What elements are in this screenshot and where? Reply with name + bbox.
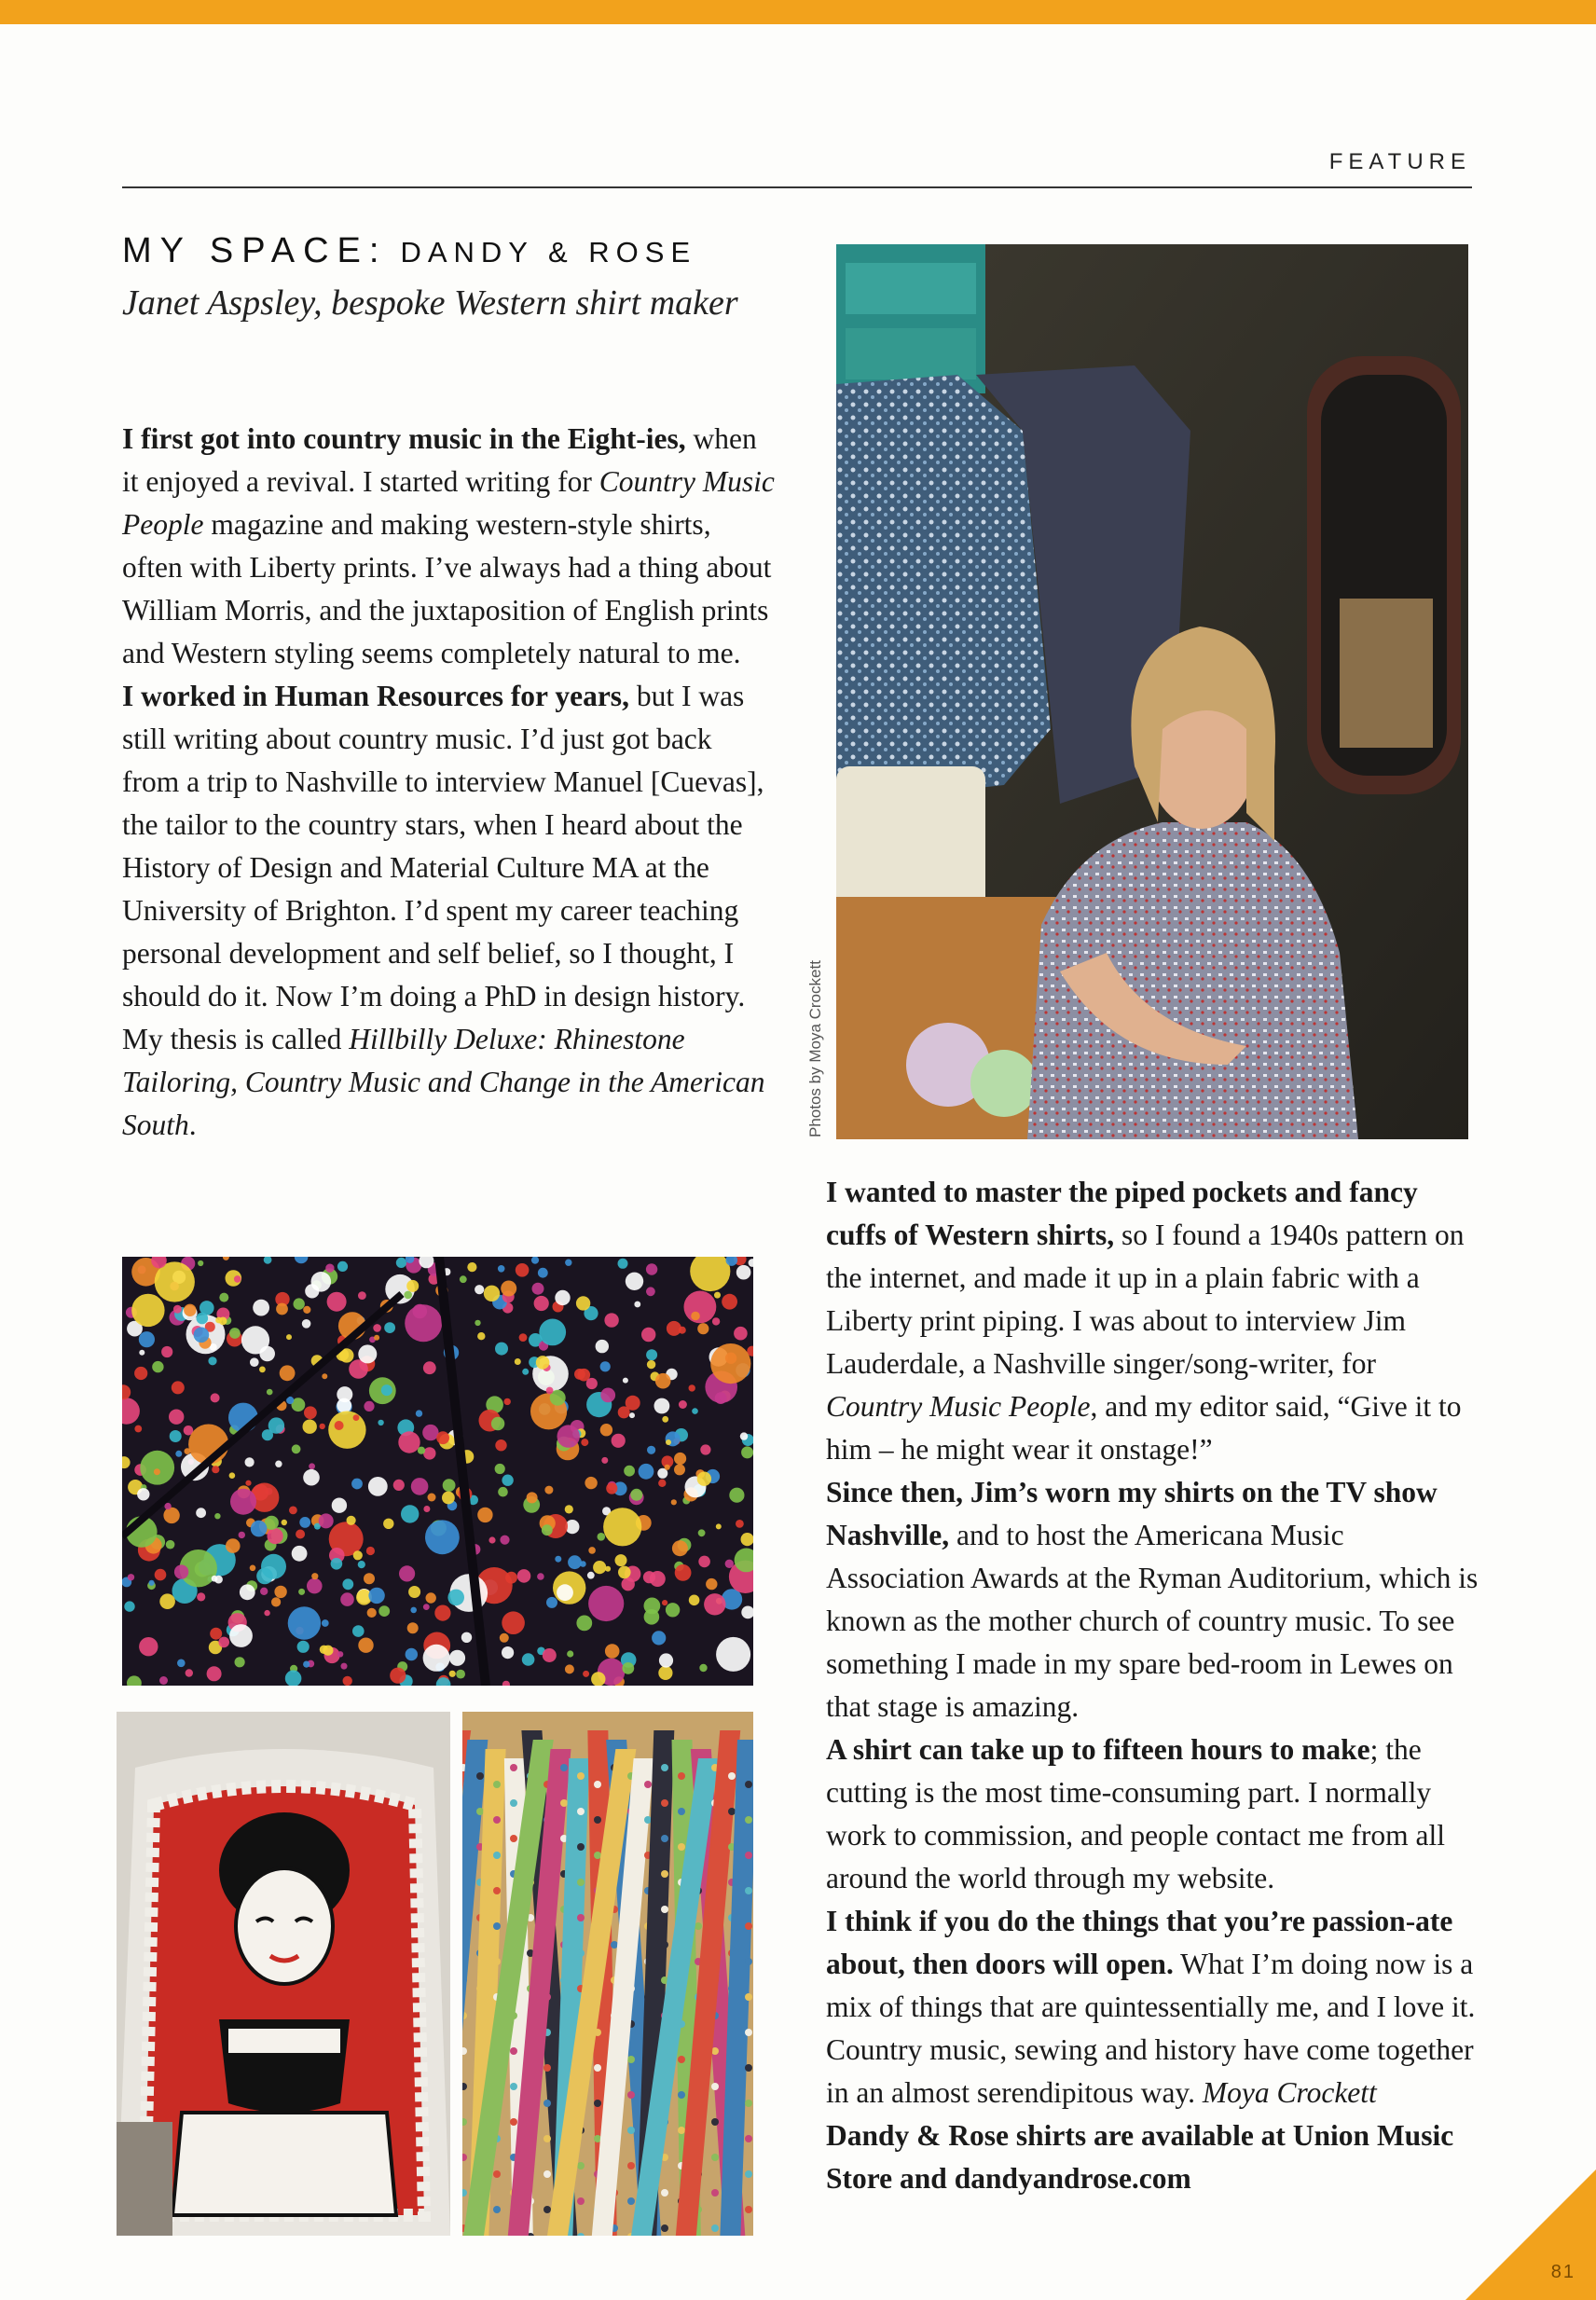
- article-paragraph: [826, 1900, 1479, 2114]
- body-text: What I’m doing now is a mix of things that are quintessentially me, and I love it. Country music, sewing and history have come together in an almost serendipitous way.: [826, 1948, 1476, 2109]
- body-text: so I found a 1940s pattern on the internet, and made it up in a plain fabric with a Liberty print piping. I was about to interview Jim Lauderdale, a Nashville singer/song-writer, for: [826, 1219, 1465, 1380]
- section-label: FEATURE: [1328, 149, 1471, 174]
- article-paragraph: [122, 675, 775, 1147]
- pinup-artwork-photo: [117, 1712, 450, 2236]
- paragraph-lead: I think if you do the things that you’re passion-ate about, then doors will open.: [826, 1905, 1453, 1980]
- body-text: magazine and making western-style shirts, often with Liberty prints. I’ve always had a thing about William Morris, and the juxtaposition of English prints and Western styling seems completely natural to me.: [122, 508, 772, 669]
- italic-text: Moya Crockett: [1202, 2076, 1377, 2109]
- article-paragraph: [826, 1728, 1479, 1900]
- body-text: ; the cutting is the most time-consuming part. I normally work to commission, and people contact me from all around the world through my website.: [826, 1733, 1445, 1894]
- article-paragraph: [826, 2114, 1479, 2200]
- italic-text: Hillbilly Deluxe: Rhinestone Tailoring, Country Music and Change in the American South: [122, 1023, 765, 1141]
- paragraph-lead: A shirt can take up to fifteen hours to make: [826, 1733, 1370, 1766]
- body-text: but I was still writing about country music. I’d just got back from a trip to Nashville to interview Manuel [Cuevas], the tailor to the country stars, when I heard about the History of Design and Material Culture MA at the University of Brighton. I’d spent my career teaching personal development and self belief, so I thought, I should do it. Now I’m doing a PhD in design history. My thesis is called: [122, 680, 764, 1055]
- right-column-text: [826, 1171, 1479, 2200]
- shirt-rack-photo: [462, 1712, 753, 2236]
- body-text: , and my editor said, “Give it to him – he might wear it onstage!”: [826, 1390, 1462, 1466]
- body-text: and to host the Americana Music Association Awards at the Ryman Auditorium, which is known as the mother church of country music. To see something I made in my spare bed-room in Lewes on that stage is amazing.: [826, 1519, 1479, 1723]
- title-main: MY SPACE:: [122, 231, 388, 270]
- paragraph-lead: I wanted to master the piped pockets and fancy cuffs of Western shirts,: [826, 1176, 1418, 1251]
- body-text: .: [188, 1109, 197, 1141]
- italic-text: Country Music People: [122, 465, 775, 541]
- article-byline: Janet Aspsley, bespoke Western shirt maker: [122, 283, 738, 323]
- article-paragraph: [826, 1471, 1479, 1728]
- photo-credit: Photos by Moya Crockett: [806, 960, 824, 1137]
- paragraph-lead: Since then, Jim’s worn my shirts on the TV show Nashville,: [826, 1476, 1438, 1551]
- title-sub: DANDY & ROSE: [400, 236, 697, 269]
- article-title: [122, 231, 696, 271]
- portrait-photo: [836, 244, 1468, 1139]
- article-paragraph: [122, 418, 775, 675]
- paragraph-lead: I worked in Human Resources for years,: [122, 680, 629, 712]
- page-number: 81: [1550, 2262, 1575, 2282]
- top-accent-bar: [0, 0, 1596, 24]
- paragraph-lead: I first got into country music in the Eight-ies,: [122, 422, 686, 455]
- page-corner-accent: [1465, 2169, 1596, 2300]
- body-text: when it enjoyed a revival. I started writing for: [122, 422, 757, 498]
- left-column-text: [122, 418, 775, 1147]
- article-paragraph: [826, 1171, 1479, 1471]
- floral-fabrics-photo: [122, 1257, 753, 1686]
- italic-text: Country Music People: [826, 1390, 1091, 1423]
- header-rule: [122, 186, 1472, 188]
- paragraph-lead: Dandy & Rose shirts are available at Union Music Store and dandyandrose.com: [826, 2119, 1454, 2195]
